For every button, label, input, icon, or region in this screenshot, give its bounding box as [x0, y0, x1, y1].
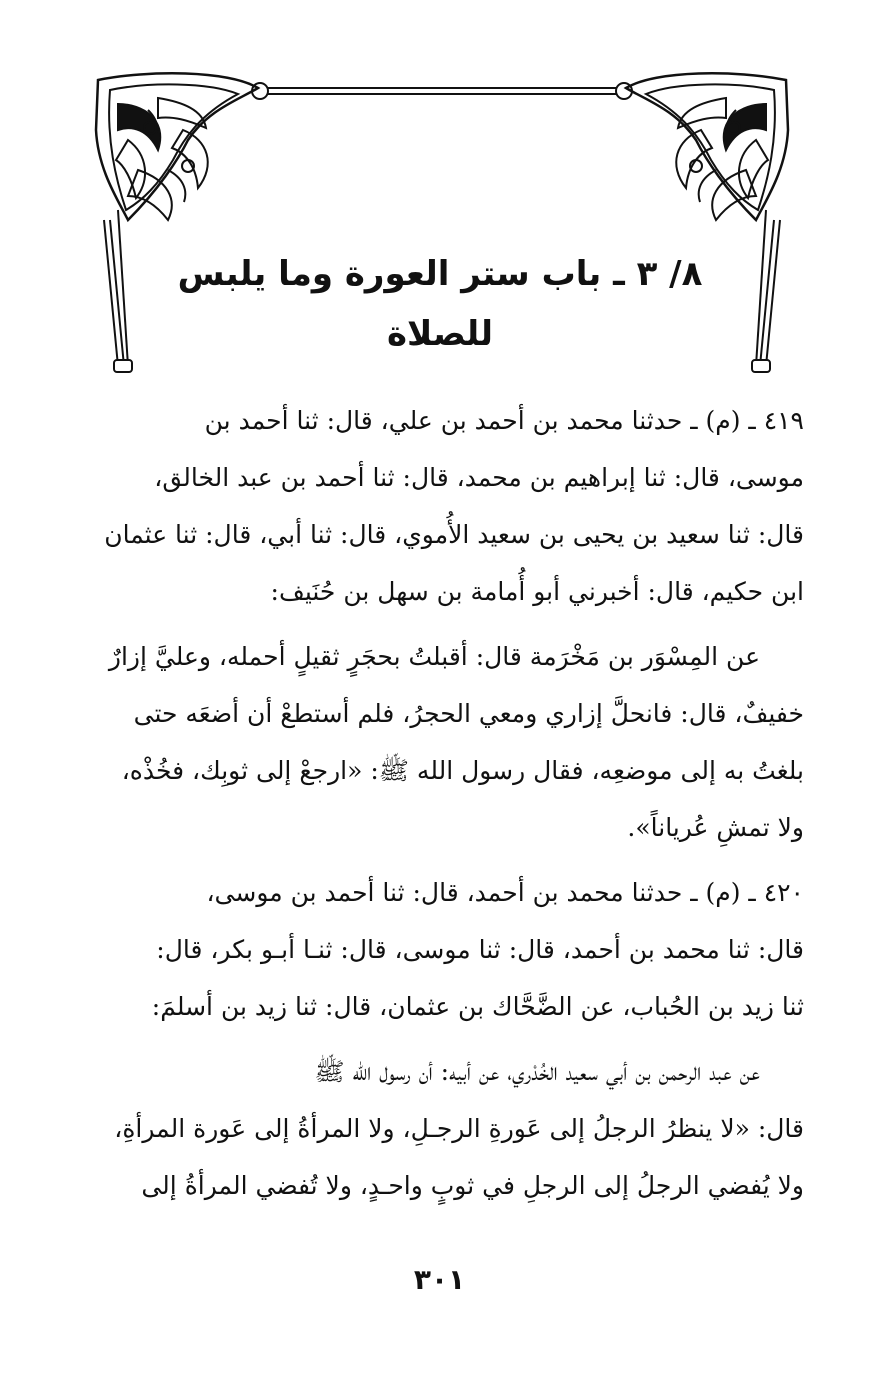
text-line: قال: «لا ينظرُ الرجلُ إلى عَورةِ الرجـلِ، ولا المرأةُ إلى عَورة المرأةِ، [114, 1114, 804, 1143]
text-line: قال: ثنا محمد بن أحمد، قال: ثنا موسى، قال: ثنـا أبـو بكر، قال: [156, 935, 804, 964]
text-line: عن المِسْوَر بن مَخْرَمة قال: أقبلتُ بحجَرٍ ثقيلٍ أحمله، وعليَّ إزارٌ [108, 642, 760, 671]
chapter-heading: ٨/ ٣ ـ باب ستر العورة وما يلبس للصلاة [177, 254, 703, 354]
text-line: ٤٢٠ ـ (م) ـ حدثنا محمد بن أحمد، قال: ثنا أحمد بن موسى، [206, 878, 804, 907]
text-line: موسى، قال: ثنا إبراهيم بن محمد، قال: ثنا أحمد بن عبد الخالق، [154, 463, 804, 492]
text-line: قال: ثنا سعيد بن يحيى بن سعيد الأُموي، قال: ثنا أبي، قال: ثنا عثمان [104, 520, 804, 549]
hadith-419-matn [92, 628, 804, 856]
text-line: ابن حكيم، قال: أخبرني أبو أُمامة بن سهل بن حُنَيف: [270, 577, 804, 606]
text-line: ٤١٩ ـ (م) ـ حدثنا محمد بن أحمد بن علي، قال: ثنا أحمد بن [204, 406, 804, 435]
main-text [92, 392, 804, 1222]
page-number: ٣٠١ [413, 1263, 466, 1296]
text-line: بلغتُ به إلى موضعِه، فقال رسول الله ﷺ: «ارجعْ إلى ثوبِك، فخُذْه، [121, 756, 804, 785]
text-line: ثنا زيد بن الحُباب، عن الضَّحَّاك بن عثمان، قال: ثنا زيد بن أسلمَ: [151, 992, 804, 1021]
text-line: عن عبد الرحمن بن أبي سعيد الخُدْري، عن أبيه: أن رسول الله ﷺ [314, 1057, 760, 1086]
text-line: ولا يُفضي الرجلُ إلى الرجلِ في ثوبٍ واحـدٍ، ولا تُفضي المرأةُ إلى [141, 1171, 804, 1200]
text-line: ولا تمشِ عُرياناً». [627, 813, 804, 842]
hadith-419-isnad [92, 392, 804, 620]
hadith-420-matn [92, 1043, 804, 1214]
text-line: خفيفٌ، قال: فانحلَّ إزاري ومعي الحجرُ، فلم أستطعْ أن أضعَه حتى [133, 699, 804, 728]
hadith-420-isnad [92, 864, 804, 1035]
